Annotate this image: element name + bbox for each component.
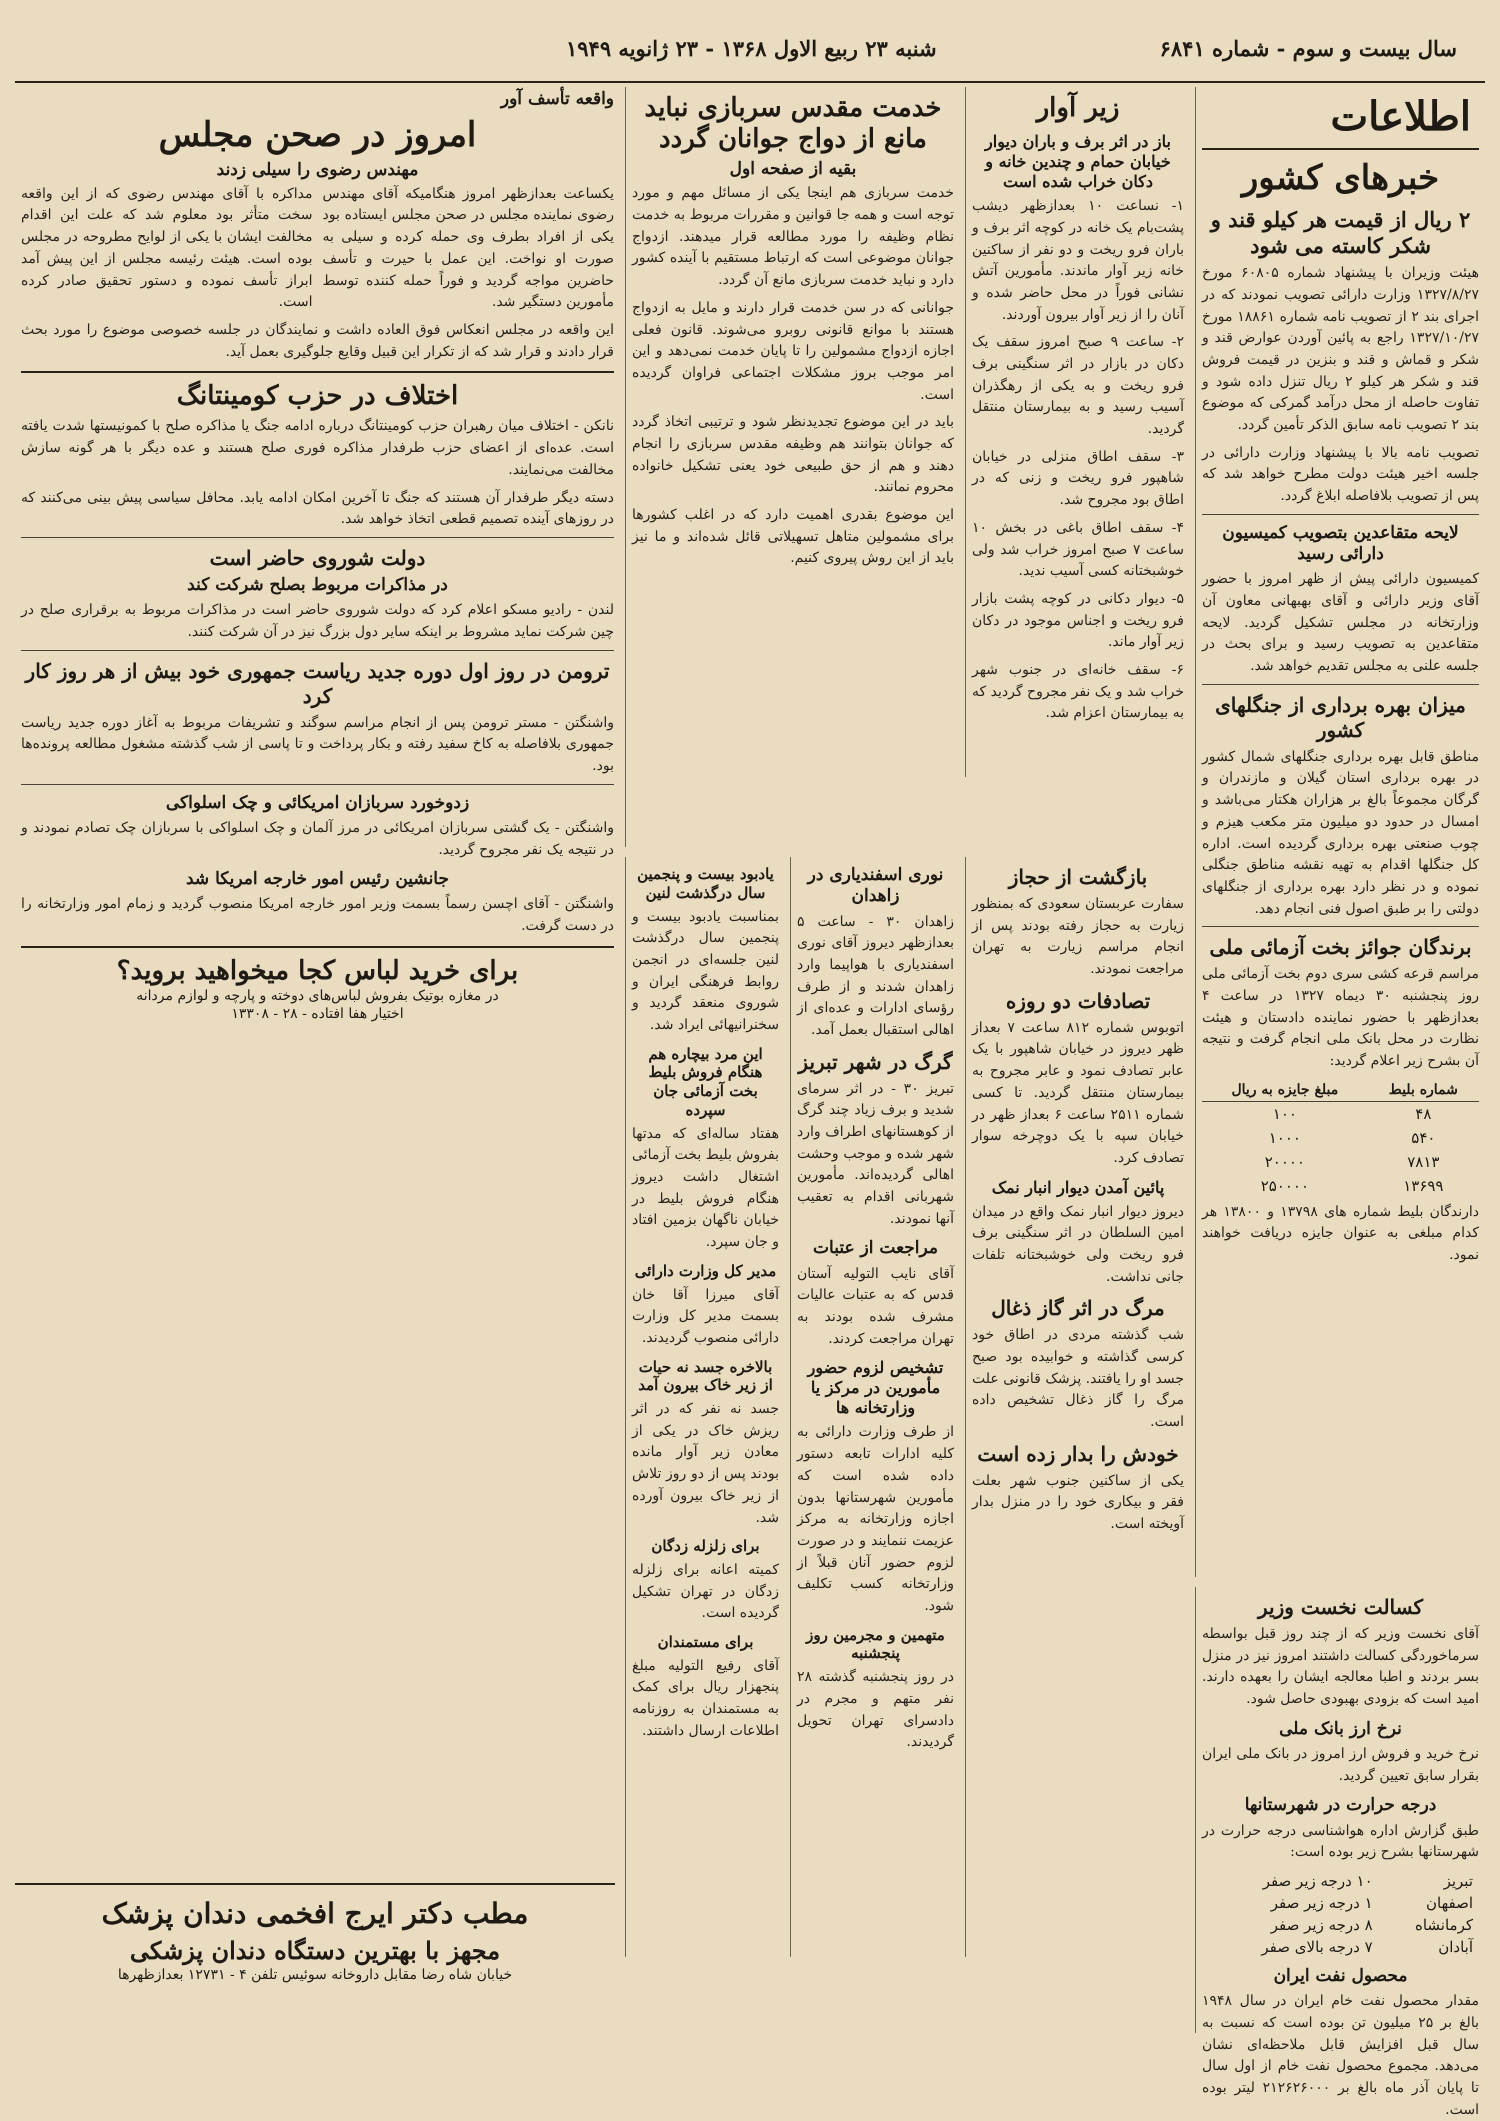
headline-oil: محصول نفت ایران [1273, 1966, 1408, 1986]
table-header: شماره بلیط [1368, 1079, 1479, 1102]
divider [21, 946, 614, 948]
headline-weather: درجه حرارت در شهرستانها [1244, 1795, 1437, 1816]
article-text: ۳- سقف اطاق منزلی در خیابان شاهپور فرو ریخت و زنی که در اطاق بود مجروح شد. [972, 448, 1184, 509]
ad-dentist-headline: مطب دکتر ایرج افخمی دندان پزشک [101, 1897, 529, 1930]
article-text: مداکره با آقای مهندس رضوی که از این واقعه سخت متأثر بود معلوم شد که علت این اقدام مخالفت ایشان با یکی از لوایح مطروحه در مجلس بوده است. هیئت رئیسه مجلس از این پیش آمد ابراز تأسف نموده و دستور تحقیق صادر کرده است. [21, 185, 313, 311]
article-text: از طرف وزارت دارائی به کلیه ادارات تابعه دستور داده شده است که مأمورین شهرستانها بدون اجازه وزارتخانه به مرکز عزیمت ننمایند و در صورت لزوم حضور آنان قبلاً از وزارتخانه کسب تکلیف شود. [797, 1424, 954, 1614]
table-header: مبلغ جایزه به ریال [1202, 1079, 1368, 1102]
column-right [1195, 87, 1485, 1577]
issue-number: سال بیست و سوم - شماره ۶۸۴۱ [1159, 35, 1457, 61]
article-text: طبق گزارش اداره هواشناسی درجه حرارت در شهرستانها بشرح زیر بوده است: [1202, 1822, 1479, 1861]
headline-suicide: خودش را بدار زده است [977, 1441, 1179, 1466]
article-text: واشنگتن - مستر ترومن پس از انجام مراسم سوگند و تشریفات مربوط به آغاز دوره جدید ریاست جمهوری بلافاصله به کاخ سفید رفته و بکار پرداخت و تا پاسی از شب گذشته مشغول مطالعه پرونده‌ها بود. [21, 714, 614, 774]
newspaper-page [15, 15, 1485, 2118]
newspaper-logo: اطلاعات [1330, 93, 1471, 140]
article-text: دسته دیگر طرفدار آن هستند که جنگ تا آخرین امکان ادامه یابد. محافل سیاسی پیش بینی می‌کنند که در روزهای آینده تصمیم قطعی اتخاذ خواهد شد. [21, 489, 614, 528]
article-text: هیئت وزیران با پیشنهاد شماره ۶۰۸۰۵ مورخ ۱۳۲۷/۸/۲۷ وزارت دارائی تصویب نمودند که در اجرای بند ۲ از تصویب نامه شماره ۱۸۸۶۱ مورخ ۱۳۲۷/۱۰/۲۷ راجع به پائین آوردن عوارض قند و شکر و قماش و قند و بنزین در قیمت فروش قند و شکر هر کیلو ۲ ریال تنزل داده شود و تفاوت حاصله از محل درآمد گمرکی که موضوع بند ۲ تصویب نامه سابق الذکر تأمین گردد. [1202, 265, 1479, 434]
divider [1202, 514, 1479, 515]
article-text: آقای نخست وزیر که از چند روز قبل بواسطه سرماخوردگی کسالت داشتند امروز نیز در منزل بسر بردند و اطبا معالجه ایشان را بعهده دارند. امید است که بزودی بهبودی حاصل شود. [1202, 1626, 1479, 1708]
masthead [15, 15, 1485, 83]
table-cell: ۵۴۰ [1411, 1128, 1436, 1147]
temperature: ۱ درجه زیر صفر [1270, 1894, 1373, 1912]
temperature: ۸ درجه زیر صفر [1270, 1916, 1373, 1934]
column-mid2-lower [790, 857, 960, 1957]
column-mid1-lower [965, 857, 1190, 1957]
subheadline-rubble: باز در اثر برف و باران دیوار خیابان حمام و چندین خانه و دکان خراب شده است [985, 132, 1171, 192]
divider [21, 537, 614, 538]
table-row [1202, 1101, 1479, 1126]
headline-rubble: زیر آوار [1036, 93, 1120, 123]
headline-accidents: تصادفات دو روزه [1005, 988, 1151, 1013]
table-cell: ۴۸ [1415, 1104, 1432, 1123]
article-text: کمیسیون دارائی پیش از ظهر امروز با حضور آقای وزیر دارائی و آقای بهبهانی معاون آن وزارتخانه در مجلس تشکیل گردید. لایحه متقاعدین به تصویب رسید و برای بحث در جلسه علنی به مجلس تقدیم خواهد شد. [1202, 571, 1479, 675]
table-cell: ۱۳۶۹۹ [1403, 1176, 1444, 1195]
article-text: مقدار محصول نفت خام ایران در سال ۱۹۴۸ بالغ بر ۲۵ میلیون تن بوده است که نسبت به سال قبل افزایش قابل ملاحظه‌ای نشان می‌دهد. مجموع محصول نفت خام از اول سال تا پایان آذر ماه بالغ بر ۲۱۲۶۲۶۰۰۰ لیتر بوده است. [1202, 1993, 1479, 2118]
table-cell: ۲۰۰۰۰ [1264, 1152, 1305, 1171]
article-text: خدمت سربازی هم اینجا یکی از مسائل مهم و مورد توجه است و همه جا قوانین و مقررات مربوط به خدمت نظام وظیفه را مورد مطالعه قرار میدهند. ازدواج جوانان موضوعی است که ارتباط مستقیم با آینده کشور دارد و نباید خدمت سربازی مانع آن گردد. [632, 185, 954, 289]
ad-dentist [15, 1883, 615, 2033]
table-cell: ۲۵۰۰۰۰ [1260, 1176, 1310, 1195]
headline-quake: برای زلزله زدگان [651, 1537, 760, 1556]
divider [1202, 926, 1479, 927]
continued-note: بقیه از صفحه اول [729, 159, 857, 180]
lottery-table [1202, 1079, 1479, 1198]
table-row [1202, 1892, 1479, 1914]
headline-commission: لایحه متقاعدین بتصویب کمیسیون دارائی رسید [1222, 522, 1459, 565]
article-text: اتوبوس شماره ۸۱۲ ساعت ۷ بعداز ظهر دیروز در خیابان شاهپور با یک عابر تصادف نمود و عابر مجروح به بیمارستان منتقل گردید. تا کسی شماره ۲۵۱۱ ساعت ۶ بعداز ظهر در خیابان سپه با یک دوچرخه سوار تصادف کرد. [972, 1019, 1185, 1166]
headline-officers: تشخیص لزوم حضور مأمورین در مرکز یا وزارتخانه ها [807, 1358, 944, 1418]
subheadline-majlis: مهندس رضوی را سیلی زدند [216, 159, 419, 180]
headline-zahedan: نوری اسفندیاری در زاهدان [807, 865, 944, 907]
headline-convicts: متهمین و مجرمین روز پنجشنبه [806, 1625, 945, 1663]
divider [21, 371, 614, 373]
headline-lenin: یادبود بیست و پنجمین سال درگذشت لنین [637, 865, 774, 902]
table-cell: ۱۰۰۰ [1268, 1128, 1301, 1147]
temperature: ۷ درجه بالای صفر [1261, 1938, 1373, 1956]
ad-dentist-text: خیابان شاه رضا مقابل داروخانه سوئیس تلفن ۴ - ۱۲۷۳۱ بعدازظهرها [117, 1967, 513, 1983]
article-text: ۴- سقف اطاق باغی در بخش ۱۰ ساعت ۷ صبح امروز خراب شد ولی خوشبختانه کسی آسیب ندید. [972, 519, 1184, 580]
subheadline-soviet: در مذاکرات مربوط بصلح شرکت کند [187, 574, 448, 595]
headline-director: مدیر کل وزارت دارائی [634, 1261, 777, 1280]
headline-wolf: گرگ در شهر تبریز [798, 1049, 953, 1074]
article-text: ۵- دیوار دکانی در کوچه پشت بازار فرو ریخت و اجناس موجود در دکان زیر آوار ماند. [972, 590, 1184, 651]
article-text: ۶- سقف خانه‌ای در جنوب شهر خراب شد و یک نفر مجروح گردید که به بیمارستان اعزام شد. [972, 661, 1184, 722]
article-text: نانکن - اختلاف میان رهبران حزب کومینتانگ درباره ادامه جنگ یا مذاکره صلح با کمونیستها شدت یافته است. عده‌ای از اعضای حزب طرفدار مذاکره فوری صلح هستند و عده دیگر با هر گونه سازش مخالفت می‌نمایند. [21, 418, 614, 478]
article-text: هفتاد ساله‌ای که مدتها بفروش بلیط بخت آزمائی اشتغال داشت دیروز هنگام فروش بلیط در خیابان ناگهان بزمین افتاد و جان سپرد. [632, 1125, 779, 1251]
article-text: واشنگتن - آقای اچسن رسماً بسمت وزیر امور خارجه امریکا منصوب گردید و زمام امور وزارتخانه را در دست گرفت. [21, 896, 614, 935]
article-text: این واقعه در مجلس انعکاس فوق العاده داشت و نمایندگان در جلسه خصوصی موضوع را مورد بحث قرار دادند و قرار شد که از تکرار این قبیل وقایع جلوگیری بعمل آید. [21, 321, 614, 360]
headline-sugar: ۲ ریال از قیمت هر کیلو قند و شکر کاسته می شود [1210, 206, 1471, 259]
ad-clothes-text: اختیار هفا افتاده - ۲۸ - ۱۳۳۰۸ [231, 1005, 404, 1022]
article-text: ۱- نساعت ۱۰ بعدازظهر دیشب پشت‌بام یک خانه در کوچه اثر برف و باران فرو ریخت و دو نفر از ساکنین خانه زیر آوار ماندند. مأمورین آتش نشانی فوراً در محل حاضر شده و آنان را از زیر آوار بیرون آوردند. [972, 198, 1184, 323]
headline-ticket-seller: این مرد بیچاره هم هنگام فروش بلیط بخت آزمائی جان سپرده [648, 1044, 763, 1119]
table-row [1202, 1914, 1479, 1936]
divider [21, 784, 614, 785]
headline-lottery: برندگان جوائز بخت آزمائی ملی [1209, 935, 1472, 960]
ad-clothes-text: در مغازه بوتیک بفروش لباس‌های دوخته و پارچه و لوازم مردانه [136, 987, 499, 1004]
ad-clothes-headline: برای خرید لباس کجا میخواهید بروید؟ [116, 955, 519, 986]
divider [1202, 148, 1479, 150]
divider [21, 650, 614, 651]
columns [15, 87, 1485, 2118]
article-text: نرخ خرید و فروش ارز امروز در بانک ملی ایران بقرار سابق تعیین گردید. [1202, 1746, 1479, 1784]
article-text: واشنگتن - یک گشتی سربازان امریکائی در مرز آلمان و چک اسلواکی با سربازان چک تصادم نمودند و در نتیجه یک نفر مجروح گردید. [21, 819, 614, 858]
article-text: تبریز ۳۰ - در اثر سرمای شدید و برف زیاد چند گرگ از کوهستانهای اطراف وارد شهر شده و موجب وحشت اهالی گردیده‌اند. مأمورین شهربانی اقدام به تعقیب آنها نمودند. [797, 1080, 954, 1227]
article-text: یکساعت بعدازظهر امروز هنگامیکه آقای مهندس رضوی نماینده مجلس در صحن مجلس ایستاده بود یکی از افراد بطرف وی حمله کرده و سیلی به صورت او نواخت. این عمل با حیرت و تأسف حاضرین مواجه گردید و فوراً حمله کننده توسط مأمورین دستگیر شد. [322, 185, 614, 311]
temperature: ۱۰ درجه زیر صفر [1262, 1872, 1373, 1890]
headline-poor: برای مستمندان [657, 1633, 754, 1651]
article-text: جوانانی که در سن خدمت قرار دارند و مایل به ازدواج هستند با موانع قانونی روبرو می‌شوند. قانون فعلی اجازه ازدواج مشمولین را تا پایان خدمت نمی‌دهد و این امر موجب بروز مشکلات اجتماعی فراوان گردیده است. [632, 299, 954, 403]
headline-atabat: مراجعت از عتبات [813, 1238, 938, 1259]
column-mid1 [965, 87, 1190, 777]
headline-military: خدمت مقدس سربازی نباید مانع از دواج جوانان گردد [644, 93, 942, 155]
headline-clash: زدوخورد سربازان امریکائی و چک اسلواکی [165, 792, 470, 813]
headline-truman: ترومن در روز اول دوره جدید ریاست جمهوری خود بیش از هر روز کار کرد [25, 658, 610, 708]
article-text: یکی از ساکنین جنوب شهر بعلت فقر و بیکاری خود را در منزل بدار آویخته است. [972, 1472, 1184, 1533]
two-col-block [21, 184, 614, 320]
table-cell: ۱۰۰ [1272, 1104, 1297, 1123]
column-right-lower [1195, 1587, 1485, 2118]
divider [1202, 684, 1479, 685]
column-mid2 [625, 87, 960, 847]
table-row [1202, 1870, 1479, 1892]
city: کرمانشاه [1414, 1916, 1473, 1934]
city: آبادان [1438, 1938, 1473, 1956]
article-text: آقای رفیع التولیه مبلغ پنجهزار ریال برای کمک به مستمندان به روزنامه اطلاعات ارسال داشتند. [632, 1657, 779, 1739]
article-text: کمیته اعانه برای زلزله زدگان در تهران تشکیل گردیده است. [632, 1561, 779, 1622]
article-text: در روز پنجشنبه گذشته ۲۸ نفر متهم و مجرم در دادسرای تهران تحویل گردیدند. [797, 1669, 954, 1751]
headline-rate: نرخ ارز بانک ملی [1279, 1718, 1402, 1739]
column-misc [625, 857, 785, 1957]
article-text: لندن - رادیو مسکو اعلام کرد که دولت شوروی حاضر است در مذاکرات مربوط به برقراری صلح در چین شرکت نماید مشروط بر اینکه سایر دول بزرگ نیز در آن شرکت کنند. [21, 602, 614, 640]
column-left [15, 87, 620, 1887]
weather-table [1202, 1870, 1479, 1958]
article-text: بمناسبت یادبود بیست و پنجمین سال درگذشت لنین جلسه‌ای در انجمن روابط فرهنگی ایران و شوروی منعقد گردید و سخنرانیهائی ایراد شد. [632, 908, 779, 1033]
city: اصفهان [1426, 1894, 1473, 1912]
article-text: مناطق قابل بهره برداری جنگلهای شمال کشور در بهره برداری استان گیلان و مازندران و گرگان مجموعاً بالغ بر هزاران هکتار می‌باشد و امسال در حدود دو میلیون متر مکعب هیزم و چوب صنعتی بهره برداری گردیده است. اداره کل جنگلها اقدام به تهیه نقشه مناطق جنگلی نموده و در نظر دارد بهره برداری از جنگلهای دولتی را بر طبق اصول فنی انجام دهد. [1202, 748, 1479, 917]
article-text: باید در این موضوع تجدیدنظر شود و ترتیبی اتخاذ گردد که جوانان بتوانند هم وظیفه مقدس سربازی را انجام دهند و هم از حق طبیعی خود یعنی تشکیل خانواده محروم نمانند. [632, 414, 954, 496]
table-row [1202, 1126, 1479, 1150]
article-text: سفارت عربستان سعودی که بمنظور زیارت به حجاز رفته بودند پس از انجام مراسم زیارت به تهران مراجعت نمودند. [972, 896, 1184, 978]
article-text: آقای نایب التولیه آستان قدس که به عتبات عالیات مشرف شده بودند به تهران مراجعت کردند. [797, 1265, 954, 1347]
article-text: ۲- ساعت ۹ صبح امروز سقف یک دکان در بازار در اثر سنگینی برف فرو ریخت و به یکی از رهگذران آسیب رسید و به بیمارستان منتقل گردید. [972, 334, 1184, 438]
article-text: جسد نه نفر که در اثر ریزش خاک در یکی از معادن زیر آوار مانده بودند پس از دو روز تلاش از زیر خاک بیرون آورده شد. [632, 1401, 779, 1526]
headline-gas: مرگ در اثر گاز ذغال [991, 1296, 1165, 1321]
headline-forest: میزان بهره برداری از جنگلهای کشور [1215, 692, 1466, 742]
article-text: شب گذشته مردی در اطاق خود کرسی گذاشته و خوابیده بود صبح جسد او را یافتند. پزشک قانونی علت مرگ را گاز ذغال تشخیص داده است. [972, 1327, 1184, 1431]
article-text: مراسم قرعه کشی سری دوم بخت آزمائی ملی روز پنجشنبه ۳۰ دیماه ۱۳۲۷ در ساعت ۴ بعدازظهر با حضور نماینده دادستان و هیئت نظارت در محل بانک ملی انجام گرفت و نتیجه آن بشرح زیر اعلام گردید: [1202, 966, 1479, 1070]
headline-soviet: دولت شوروی حاضر است [209, 545, 426, 570]
headline-pm: کسالت نخست وزیر [1258, 1595, 1423, 1619]
ad-dentist-headline: مجهز با بهترین دستگاه دندان پزشکی [129, 1936, 501, 1965]
article-text: این موضوع بقدری اهمیت دارد که در اغلب کشورها برای مشمولین متاهل تسهیلاتی قائل شده‌اند و ما نیز باید از این روش پیروی کنیم. [632, 507, 954, 567]
section-title: خبرهای کشور [1241, 158, 1440, 198]
headline-salt-wall: پائین آمدن دیوار انبار نمک [991, 1177, 1165, 1197]
table-row [1202, 1174, 1479, 1198]
city: تبریز [1443, 1872, 1473, 1890]
issue-date: شنبه ۲۳ ربیع الاول ۱۳۶۸ - ۲۳ ژانویه ۱۹۴۹ [566, 35, 937, 61]
table-row [1202, 1936, 1479, 1958]
article-text: دارندگان بلیط شماره های ۱۳۷۹۸ و ۱۳۸۰۰ هر کدام مبلغی به عنوان جایزه دریافت خواهند نمود. [1202, 1203, 1480, 1264]
article-text: تصویب نامه بالا با پیشنهاد وزارت دارائی در جلسه اخیر هیئت دولت مطرح خواهد شد که پس از تصویب بلافاصله ابلاغ گردد. [1202, 444, 1479, 505]
article-label: واقعه تأسف آور [500, 89, 614, 109]
headline-majlis: امروز در صحن مجلس [158, 115, 477, 155]
table-header-row [1202, 1079, 1479, 1102]
table-row [1202, 1150, 1479, 1174]
table-cell: ۷۸۱۳ [1407, 1152, 1440, 1171]
article-text: دیروز دیوار انبار نمک واقع در میدان امین السلطان در اثر سنگینی برف فرو ریخت ولی خوشبختانه تلفات جانی نداشت. [972, 1203, 1184, 1285]
article-text: زاهدان ۳۰ - ساعت ۵ بعدازظهر دیروز آقای نوری اسفندیاری با هواپیما وارد زاهدان شدند و از طرف رؤسای ادارات و عده‌ای از اهالی استقبال بعمل آمد. [797, 913, 954, 1038]
headline-secretary: جانشین رئیس امور خارجه امریکا شد [185, 869, 449, 890]
article-text: آقای میرزا آقا خان بسمت مدیر کل وزارت دارائی منصوب گردیدند. [632, 1286, 779, 1346]
headline-kmt: اختلاف در حزب کومینتانگ [176, 381, 459, 412]
headline-return: بازگشت از حجاز [1008, 865, 1148, 889]
headline-bodies: بالاخره جسد نه حیات از زیر خاک بیرون آمد [638, 1357, 773, 1395]
